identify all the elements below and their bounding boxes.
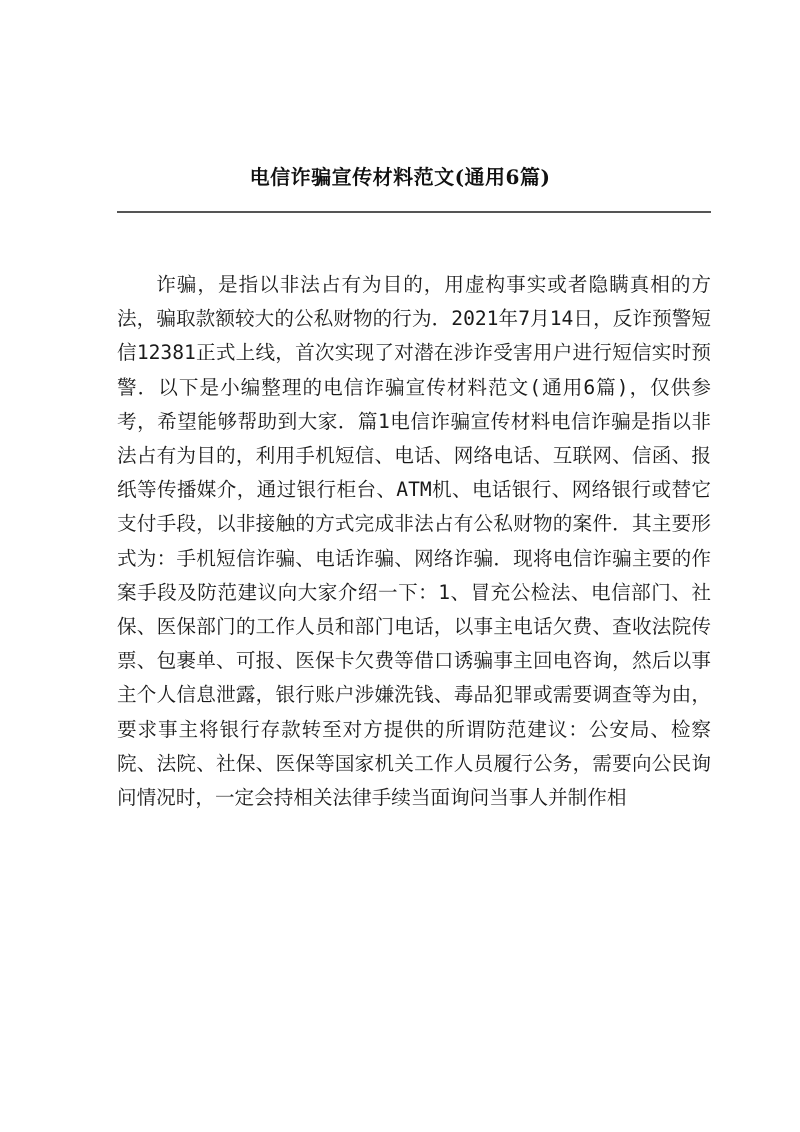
document-body-paragraph: 诈骗，是指以非法占有为目的，用虚构事实或者隐瞒真相的方法，骗取款额较大的公私财物的行为．2021年7月14日，反诈预警短信12381正式上线，首次实现了对潜在涉诈受害用户进行短信实时预警．以下是小编整理的电信诈骗宣传材料范文(通用6篇)，仅供参考，希望能够帮助到大家．篇1电信诈骗宣传材料电信诈骗是指以非法占有为目的，利用手机短信、电话、网络电话、互联网、信函、报纸等传播媒介，通过银行柜台、ATM机、电话银行、网络银行或替它支付手段，以非接触的方式完成非法占有公私财物的案件．其主要形式为：手机短信诈骗、电话诈骗、网络诈骗．现将电信诈骗主要的作案手段及防范建议向大家介绍一下：1、冒充公检法、电信部门、社保、医保部门的工作人员和部门电话，以事主电话欠费、查收法院传票、包裹单、可报、医保卡欠费等借口诱骗事主回电咨询，然后以事主个人信息泄露，银行账户涉嫌洗钱、毒品犯罪或需要调查等为由，要求事主将银行存款转至对方提供的所谓防范建议：公安局、检察院、法院、社保、医保等国家机关工作人员履行公务，需要向公民询问情况时，一定会持相关法律手续当面询问当事人并制作相 (117, 273, 711, 810)
title-underline-divider (117, 211, 711, 213)
document-title: 电信诈骗宣传材料范文(通用6篇) (249, 165, 551, 189)
